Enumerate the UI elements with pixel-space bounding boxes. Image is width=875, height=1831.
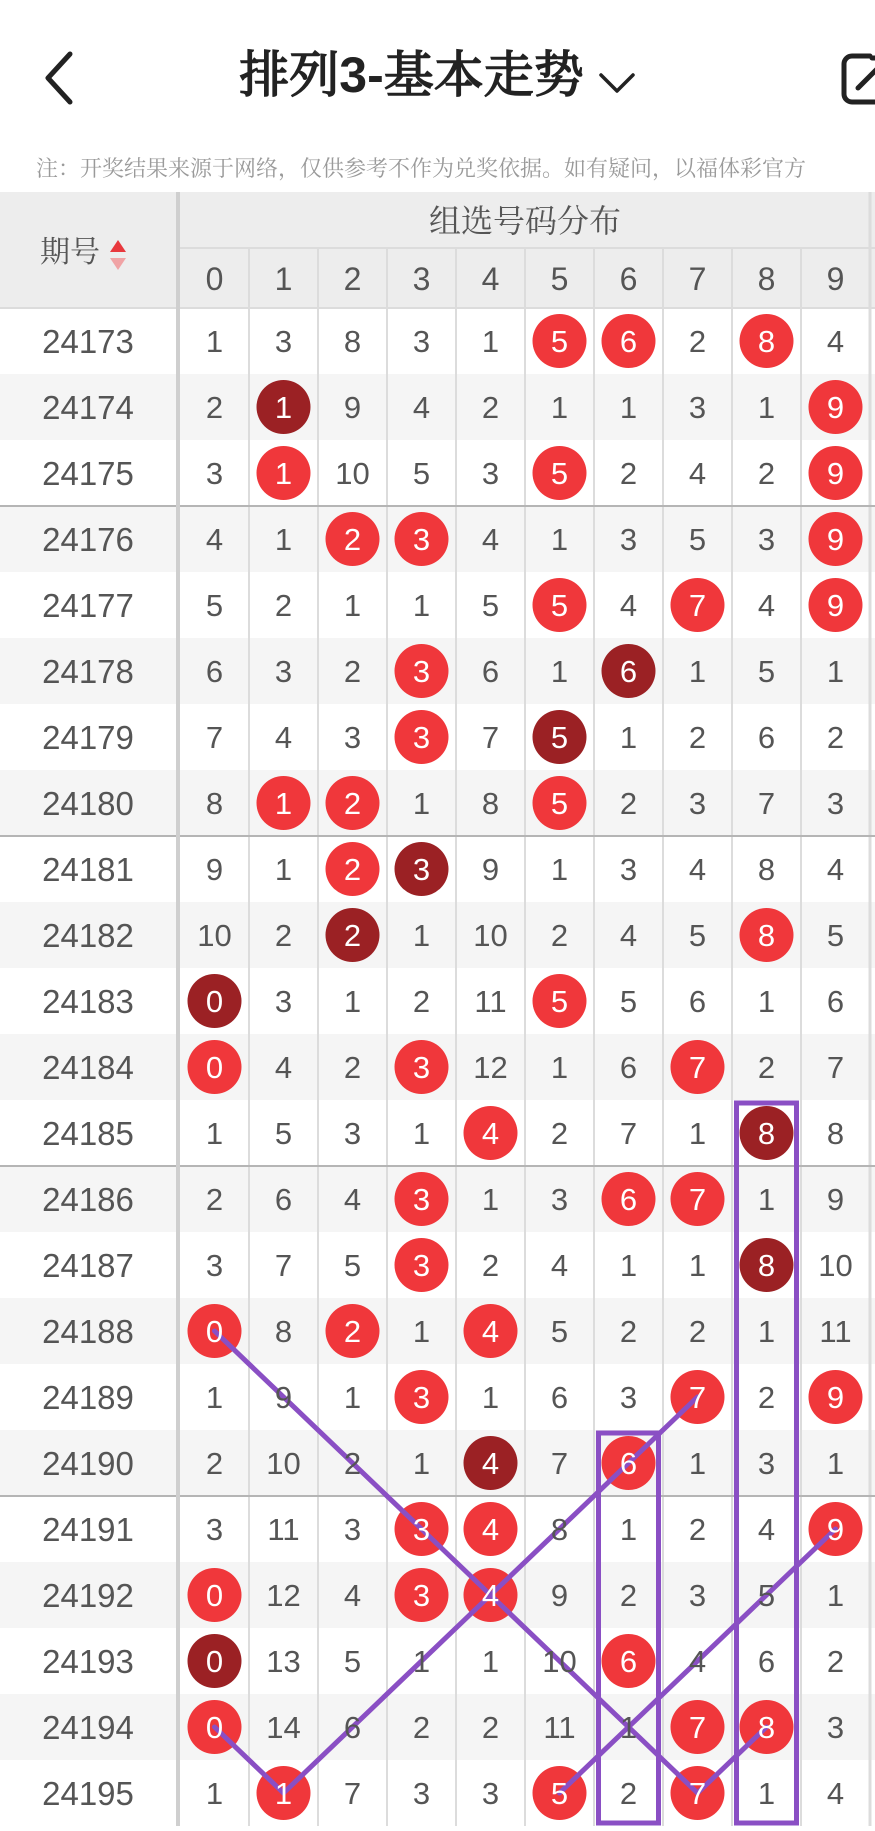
miss-count: 3	[205, 1248, 224, 1283]
miss-count: 10	[266, 1446, 301, 1481]
miss-count: 1	[826, 654, 845, 689]
miss-count: 1	[826, 1446, 845, 1481]
period-label: 24180	[42, 785, 134, 822]
miss-count: 3	[688, 390, 707, 425]
miss-count: 2	[619, 1776, 638, 1811]
disclaimer-notice: 注：开奖结果来源于网络，仅供参考不作为兑奖依据。如有疑问，以福体彩官方	[36, 156, 807, 181]
miss-count: 1	[688, 1116, 707, 1151]
miss-count: 2	[550, 918, 569, 953]
digit-header: 7	[688, 261, 707, 297]
period-label: 24175	[42, 455, 134, 492]
digit-header: 2	[343, 261, 362, 297]
miss-count: 5	[412, 456, 431, 491]
miss-count: 1	[481, 1644, 500, 1679]
miss-count: 5	[826, 918, 845, 953]
miss-count: 11	[543, 1710, 576, 1745]
miss-count: 5	[688, 522, 707, 557]
miss-count: 4	[274, 1050, 293, 1085]
miss-count: 2	[619, 1314, 638, 1349]
miss-count: 4	[619, 918, 638, 953]
miss-count: 6	[205, 654, 224, 689]
digit-header: 1	[274, 261, 293, 297]
miss-count: 3	[412, 1776, 431, 1811]
digit-header: 5	[550, 261, 569, 297]
miss-count: 1	[343, 1380, 362, 1415]
drawn-ball-label: 5	[550, 786, 569, 821]
miss-count: 3	[688, 1578, 707, 1613]
miss-count: 2	[412, 1710, 431, 1745]
drawn-ball-label: 6	[619, 1644, 638, 1679]
miss-count: 1	[274, 522, 293, 557]
share-edit-icon	[840, 50, 875, 106]
miss-count: 7	[343, 1776, 362, 1811]
drawn-ball-label: 9	[826, 1380, 845, 1415]
period-label: 24183	[42, 983, 134, 1020]
period-label: 24189	[42, 1379, 134, 1416]
miss-count: 6	[550, 1380, 569, 1415]
trend-chart	[0, 192, 875, 1831]
drawn-ball-label: 7	[688, 1380, 707, 1415]
drawn-ball-label: 3	[412, 1248, 431, 1283]
miss-count: 1	[412, 918, 431, 953]
miss-count: 3	[757, 522, 776, 557]
miss-count: 1	[481, 324, 500, 359]
miss-count: 4	[412, 390, 431, 425]
miss-count: 8	[550, 1512, 569, 1547]
miss-count: 14	[266, 1710, 301, 1745]
period-label: 24181	[42, 851, 134, 888]
drawn-ball-label: 3	[412, 654, 431, 689]
drawn-ball-label: 8	[757, 324, 776, 359]
miss-count: 11	[819, 1314, 852, 1349]
miss-count: 2	[757, 456, 776, 491]
miss-count: 10	[818, 1248, 853, 1283]
drawn-ball-label: 4	[481, 1512, 500, 1547]
drawn-ball-label: 7	[688, 588, 707, 623]
miss-count: 1	[619, 720, 638, 755]
miss-count: 11	[474, 984, 507, 1019]
miss-count: 2	[481, 1248, 500, 1283]
miss-count: 4	[688, 456, 707, 491]
miss-count: 6	[481, 654, 500, 689]
period-label: 24195	[42, 1775, 134, 1812]
miss-count: 2	[412, 984, 431, 1019]
miss-count: 9	[550, 1578, 569, 1613]
drawn-ball-label: 9	[826, 588, 845, 623]
miss-count: 8	[826, 1116, 845, 1151]
miss-count: 2	[688, 324, 707, 359]
miss-count: 1	[343, 984, 362, 1019]
miss-count: 2	[757, 1050, 776, 1085]
drawn-ball-label: 5	[550, 588, 569, 623]
miss-count: 5	[688, 918, 707, 953]
miss-count: 2	[826, 720, 845, 755]
miss-count: 7	[274, 1248, 293, 1283]
drawn-ball-label: 0	[205, 1314, 224, 1349]
miss-count: 2	[688, 1512, 707, 1547]
drawn-ball-label: 9	[826, 522, 845, 557]
miss-count: 3	[826, 786, 845, 821]
miss-count: 1	[205, 1380, 224, 1415]
miss-count: 13	[266, 1644, 301, 1679]
miss-count: 5	[343, 1644, 362, 1679]
miss-count: 2	[343, 1050, 362, 1085]
digit-header: 4	[481, 261, 500, 297]
drawn-ball-label: 5	[550, 456, 569, 491]
miss-count: 9	[343, 390, 362, 425]
miss-count: 1	[550, 1050, 569, 1085]
miss-count: 1	[343, 588, 362, 623]
miss-count: 1	[550, 852, 569, 887]
drawn-ball-label: 2	[343, 522, 362, 557]
miss-count: 6	[757, 1644, 776, 1679]
miss-count: 9	[205, 852, 224, 887]
drawn-ball-label: 5	[550, 984, 569, 1019]
miss-count: 7	[481, 720, 500, 755]
miss-count: 8	[481, 786, 500, 821]
drawn-ball-label: 3	[412, 522, 431, 557]
miss-count: 1	[757, 1314, 776, 1349]
drawn-ball-label: 2	[343, 786, 362, 821]
period-label: 24188	[42, 1313, 134, 1350]
drawn-ball-label: 6	[619, 1446, 638, 1481]
drawn-ball-label: 5	[550, 1776, 569, 1811]
miss-count: 7	[205, 720, 224, 755]
miss-count: 12	[266, 1578, 301, 1613]
miss-count: 7	[826, 1050, 845, 1085]
miss-count: 1	[619, 390, 638, 425]
miss-count: 1	[688, 1446, 707, 1481]
miss-count: 3	[826, 1710, 845, 1745]
miss-count: 3	[274, 654, 293, 689]
miss-count: 1	[274, 852, 293, 887]
period-label: 24190	[42, 1445, 134, 1482]
miss-count: 2	[481, 1710, 500, 1745]
miss-count: 7	[619, 1116, 638, 1151]
miss-count: 9	[481, 852, 500, 887]
drawn-ball-label: 8	[757, 1248, 776, 1283]
drawn-ball-label: 8	[757, 1710, 776, 1745]
miss-count: 5	[205, 588, 224, 623]
drawn-ball-label: 0	[205, 984, 224, 1019]
drawn-ball-label: 1	[274, 390, 293, 425]
period-label: 24176	[42, 521, 134, 558]
miss-count: 3	[343, 720, 362, 755]
miss-count: 1	[619, 1512, 638, 1547]
drawn-ball-label: 7	[688, 1050, 707, 1085]
miss-count: 1	[619, 1248, 638, 1283]
miss-count: 1	[550, 522, 569, 557]
period-label: 24174	[42, 389, 134, 426]
miss-count: 4	[757, 1512, 776, 1547]
miss-count: 1	[688, 654, 707, 689]
drawn-ball-label: 2	[343, 1314, 362, 1349]
period-label: 24193	[42, 1643, 134, 1680]
miss-count: 6	[757, 720, 776, 755]
miss-count: 10	[335, 456, 370, 491]
period-label: 24184	[42, 1049, 134, 1086]
drawn-ball-label: 0	[205, 1578, 224, 1613]
miss-count: 10	[473, 918, 508, 953]
miss-count: 1	[205, 1116, 224, 1151]
miss-count: 2	[550, 1116, 569, 1151]
miss-count: 9	[826, 1182, 845, 1217]
digit-header: 0	[205, 261, 224, 297]
miss-count: 1	[550, 390, 569, 425]
miss-count: 4	[550, 1248, 569, 1283]
drawn-ball-label: 7	[688, 1776, 707, 1811]
miss-count: 6	[343, 1710, 362, 1745]
group-header: 组选号码分布	[428, 203, 622, 239]
miss-count: 2	[343, 1446, 362, 1481]
miss-count: 1	[205, 324, 224, 359]
miss-count: 1	[412, 786, 431, 821]
miss-count: 12	[473, 1050, 508, 1085]
miss-count: 4	[274, 720, 293, 755]
drawn-ball-label: 6	[619, 1182, 638, 1217]
miss-count: 5	[481, 588, 500, 623]
drawn-ball-label: 5	[550, 720, 569, 755]
miss-count: 2	[205, 1182, 224, 1217]
top-bar	[0, 0, 875, 150]
miss-count: 3	[619, 522, 638, 557]
miss-count: 4	[757, 588, 776, 623]
miss-count: 3	[205, 456, 224, 491]
miss-count: 3	[412, 324, 431, 359]
miss-count: 1	[412, 1116, 431, 1151]
drawn-ball-label: 2	[343, 852, 362, 887]
miss-count: 1	[757, 390, 776, 425]
drawn-ball-label: 9	[826, 390, 845, 425]
miss-count: 2	[619, 456, 638, 491]
miss-count: 7	[550, 1446, 569, 1481]
page-title-dropdown[interactable]	[0, 40, 875, 110]
miss-count: 6	[688, 984, 707, 1019]
miss-count: 1	[205, 1776, 224, 1811]
miss-count: 5	[757, 654, 776, 689]
miss-count: 3	[274, 984, 293, 1019]
period-label: 24192	[42, 1577, 134, 1614]
drawn-ball-label: 1	[274, 456, 293, 491]
drawn-ball-label: 1	[274, 786, 293, 821]
miss-count: 1	[481, 1182, 500, 1217]
drawn-ball-label: 2	[343, 918, 362, 953]
miss-count: 3	[619, 852, 638, 887]
miss-count: 1	[412, 1644, 431, 1679]
miss-count: 1	[412, 1314, 431, 1349]
chevron-down-icon	[598, 44, 636, 114]
miss-count: 4	[826, 1776, 845, 1811]
miss-count: 3	[343, 1116, 362, 1151]
drawn-ball-label: 3	[412, 1182, 431, 1217]
period-label: 24182	[42, 917, 134, 954]
drawn-ball-label: 0	[205, 1710, 224, 1745]
miss-count: 2	[205, 1446, 224, 1481]
period-label: 24187	[42, 1247, 134, 1284]
miss-count: 5	[550, 1314, 569, 1349]
drawn-ball-label: 3	[412, 852, 431, 887]
miss-count: 4	[343, 1578, 362, 1613]
miss-count: 3	[481, 456, 500, 491]
drawn-ball-label: 4	[481, 1446, 500, 1481]
miss-count: 4	[205, 522, 224, 557]
drawn-ball-label: 3	[412, 720, 431, 755]
miss-count: 2	[688, 720, 707, 755]
miss-count: 4	[826, 324, 845, 359]
period-label: 24191	[42, 1511, 134, 1548]
digit-header: 8	[757, 261, 776, 297]
drawn-ball-label: 4	[481, 1578, 500, 1613]
digit-header: 6	[619, 261, 638, 297]
miss-count: 1	[481, 1380, 500, 1415]
miss-count: 1	[757, 984, 776, 1019]
miss-count: 2	[826, 1644, 845, 1679]
miss-count: 1	[550, 654, 569, 689]
drawn-ball-label: 5	[550, 324, 569, 359]
period-label: 24173	[42, 323, 134, 360]
miss-count: 1	[826, 1578, 845, 1613]
miss-count: 5	[757, 1578, 776, 1613]
miss-count: 3	[481, 1776, 500, 1811]
period-label: 24185	[42, 1115, 134, 1152]
drawn-ball-label: 0	[205, 1050, 224, 1085]
miss-count: 4	[343, 1182, 362, 1217]
miss-count: 8	[205, 786, 224, 821]
period-label: 24179	[42, 719, 134, 756]
miss-count: 2	[481, 390, 500, 425]
drawn-ball-label: 0	[205, 1644, 224, 1679]
miss-count: 11	[267, 1512, 300, 1547]
miss-count: 3	[274, 324, 293, 359]
miss-count: 2	[619, 1578, 638, 1613]
column-divider	[176, 192, 180, 1826]
drawn-ball-label: 7	[688, 1182, 707, 1217]
miss-count: 4	[826, 852, 845, 887]
miss-count: 10	[197, 918, 232, 953]
miss-count: 3	[343, 1512, 362, 1547]
period-label: 24186	[42, 1181, 134, 1218]
miss-count: 4	[619, 588, 638, 623]
drawn-ball-label: 3	[412, 1578, 431, 1613]
miss-count: 5	[619, 984, 638, 1019]
miss-count: 3	[205, 1512, 224, 1547]
drawn-ball-label: 3	[412, 1050, 431, 1085]
share-button[interactable]	[840, 50, 875, 106]
miss-count: 2	[343, 654, 362, 689]
miss-count: 2	[205, 390, 224, 425]
period-label: 24194	[42, 1709, 134, 1746]
trend-chart-svg	[0, 192, 875, 1831]
period-label: 24177	[42, 587, 134, 624]
miss-count: 4	[688, 1644, 707, 1679]
miss-count: 6	[619, 1050, 638, 1085]
drawn-ball-label: 9	[826, 456, 845, 491]
miss-count: 3	[550, 1182, 569, 1217]
miss-count: 1	[757, 1776, 776, 1811]
drawn-ball-label: 3	[412, 1380, 431, 1415]
miss-count: 6	[826, 984, 845, 1019]
drawn-ball-label: 9	[826, 1512, 845, 1547]
miss-count: 2	[619, 786, 638, 821]
miss-count: 10	[542, 1644, 577, 1679]
miss-count: 3	[688, 786, 707, 821]
drawn-ball-label: 3	[412, 1512, 431, 1547]
miss-count: 9	[274, 1380, 293, 1415]
miss-count: 2	[274, 588, 293, 623]
miss-count: 8	[343, 324, 362, 359]
drawn-ball-label: 6	[619, 324, 638, 359]
drawn-ball-label: 6	[619, 654, 638, 689]
miss-count: 1	[688, 1248, 707, 1283]
miss-count: 4	[688, 852, 707, 887]
miss-count: 5	[343, 1248, 362, 1283]
miss-count: 8	[757, 852, 776, 887]
drawn-ball-label: 7	[688, 1710, 707, 1745]
period-label: 24178	[42, 653, 134, 690]
digit-header: 9	[826, 261, 845, 297]
digit-header: 3	[412, 261, 431, 297]
miss-count: 3	[619, 1380, 638, 1415]
miss-count: 2	[757, 1380, 776, 1415]
miss-count: 1	[619, 1710, 638, 1745]
miss-count: 1	[412, 1446, 431, 1481]
drawn-ball-label: 1	[274, 1776, 293, 1811]
miss-count: 7	[757, 786, 776, 821]
miss-count: 2	[688, 1314, 707, 1349]
miss-count: 8	[274, 1314, 293, 1349]
drawn-ball-label: 8	[757, 918, 776, 953]
drawn-ball-label: 4	[481, 1314, 500, 1349]
miss-count: 3	[757, 1446, 776, 1481]
miss-count: 4	[481, 522, 500, 557]
period-header[interactable]: 期号	[40, 236, 100, 269]
miss-count: 1	[412, 588, 431, 623]
miss-count: 5	[274, 1116, 293, 1151]
miss-count: 1	[757, 1182, 776, 1217]
miss-count: 6	[274, 1182, 293, 1217]
page-title: 排列3-基本走势	[239, 47, 584, 103]
drawn-ball-label: 8	[757, 1116, 776, 1151]
miss-count: 2	[274, 918, 293, 953]
drawn-ball-label: 4	[481, 1116, 500, 1151]
